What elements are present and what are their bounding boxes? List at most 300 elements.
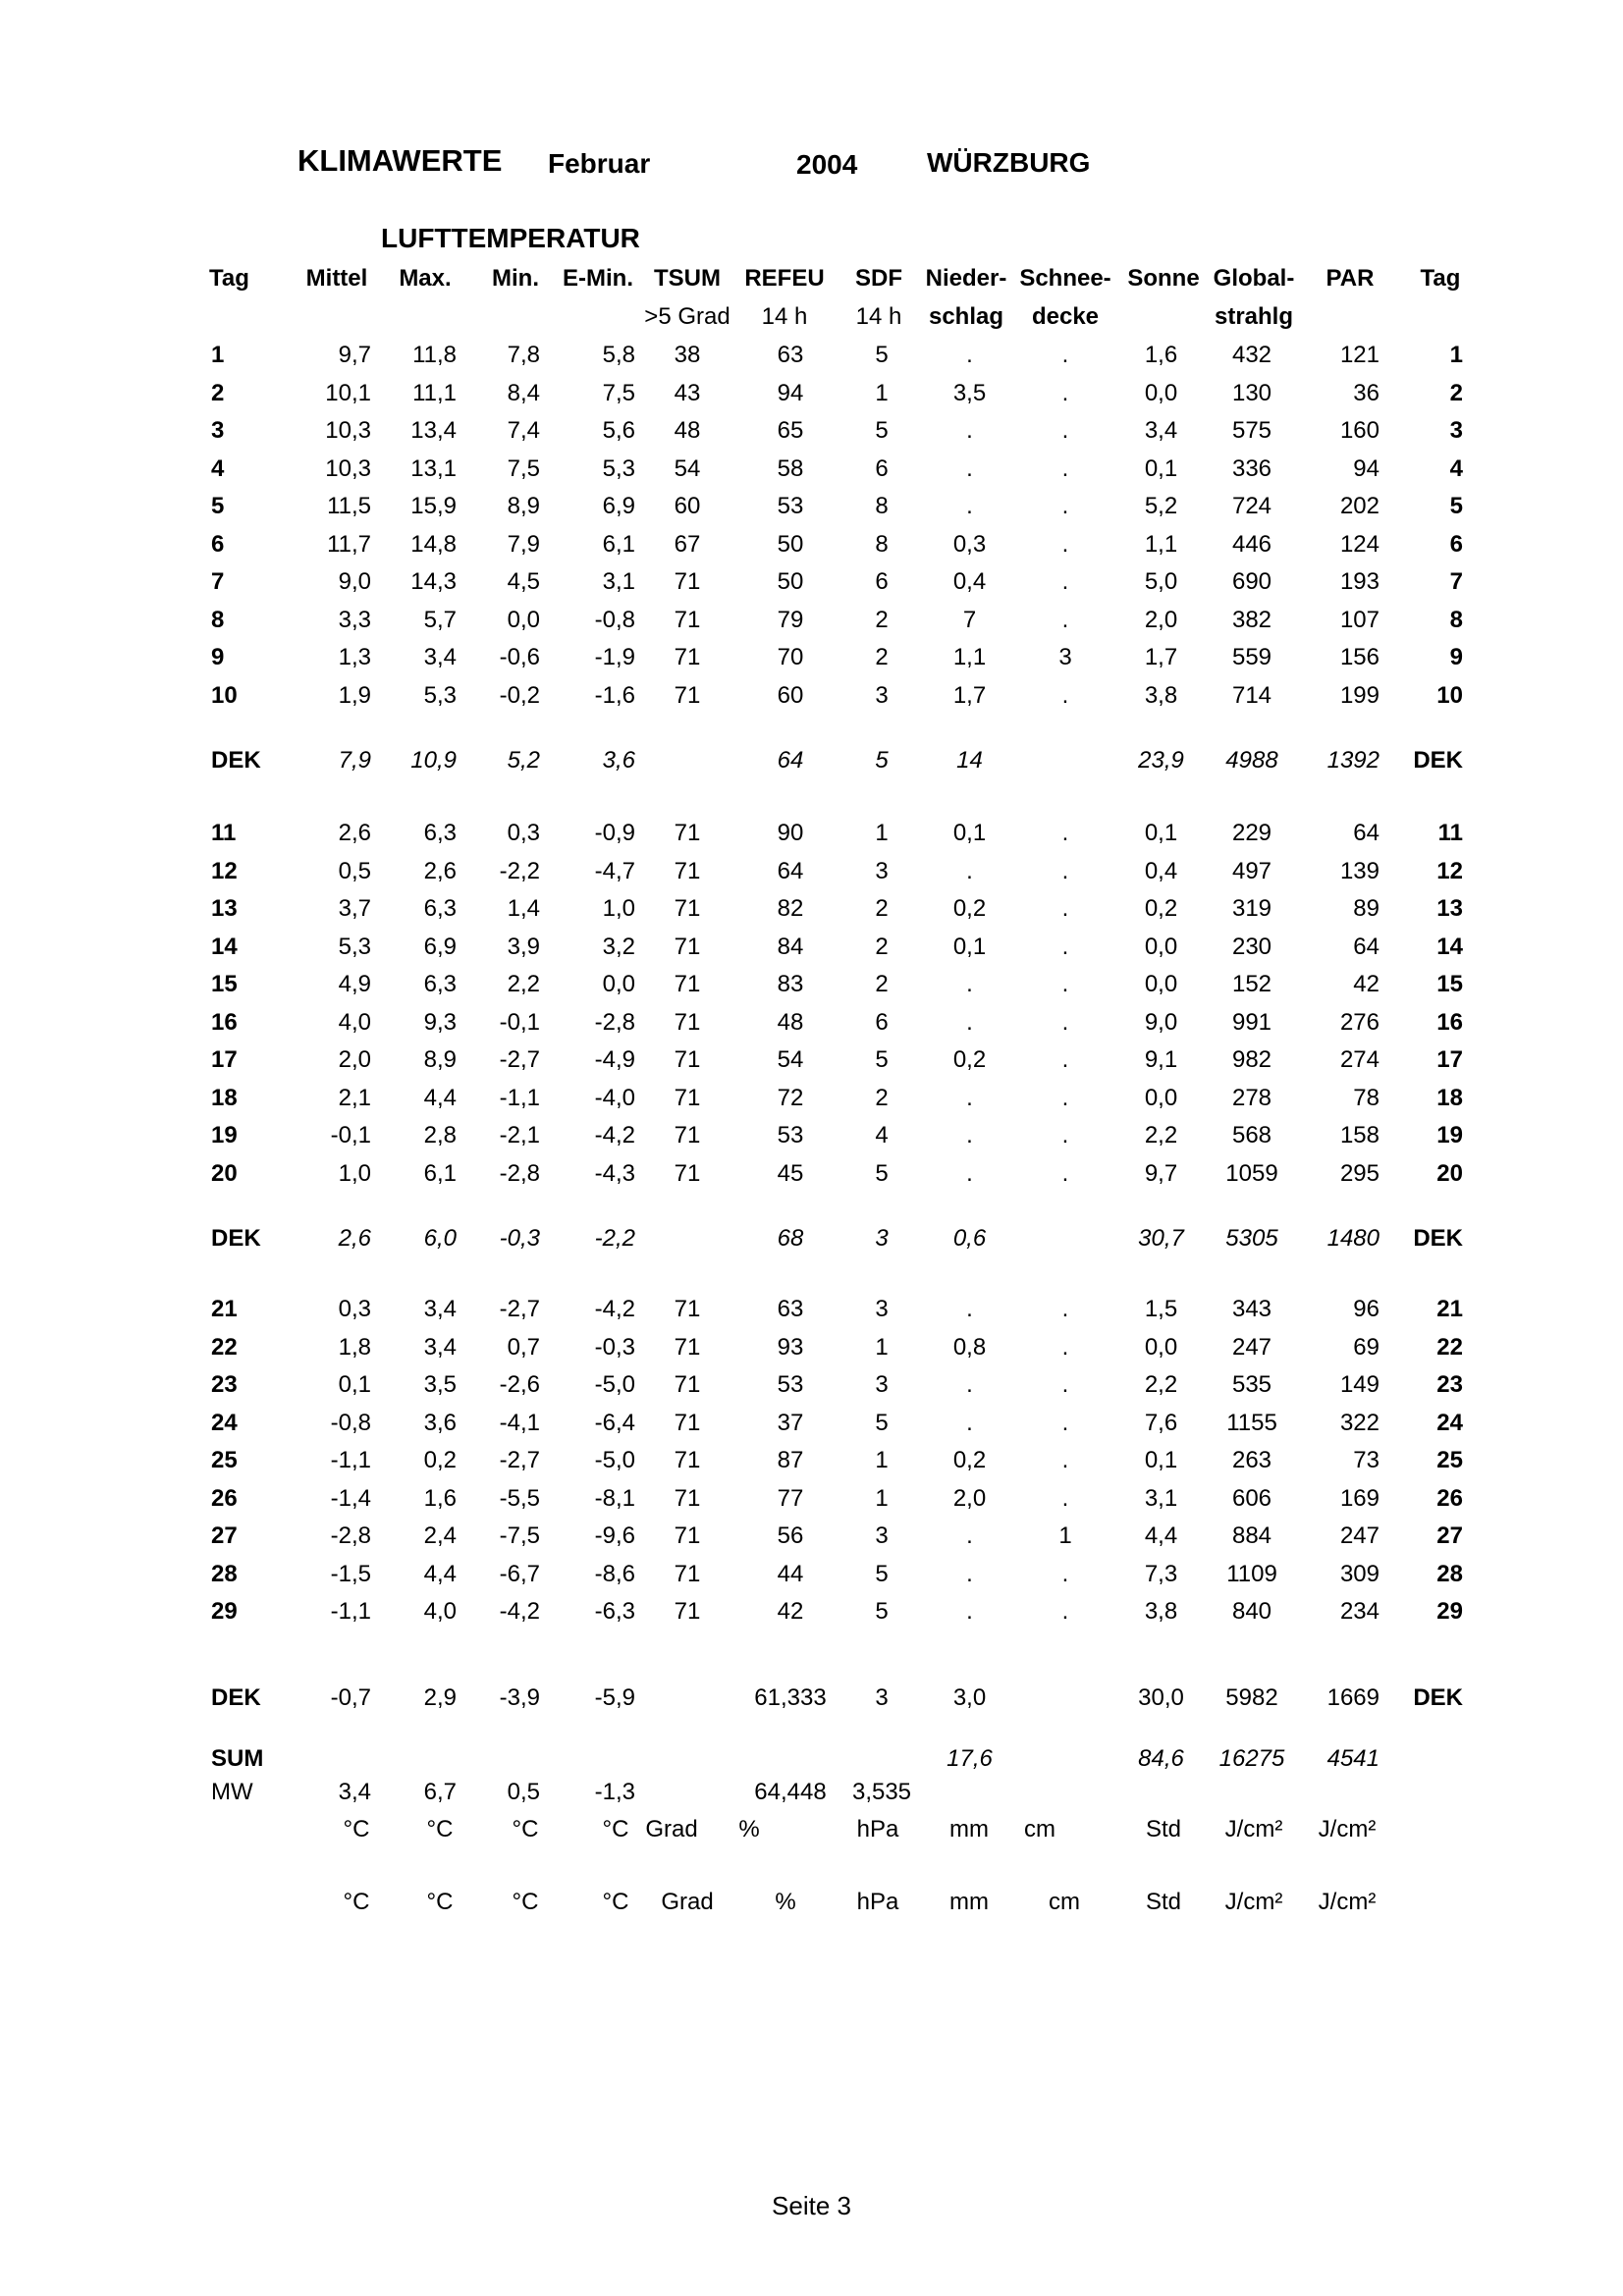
sum-cell: 17,6	[947, 1745, 993, 1772]
unit-label: °C	[602, 1816, 629, 1842]
table-cell: 152	[1231, 971, 1272, 997]
table-cell: 1,1	[1144, 531, 1178, 558]
table-cell: 247	[1339, 1522, 1380, 1549]
table-cell: 11,7	[327, 531, 371, 558]
table-cell: -2,2	[499, 858, 540, 884]
mw-cell: 3,535	[851, 1779, 912, 1805]
column-header: E-Min.	[563, 265, 633, 292]
table-cell: .	[1061, 895, 1069, 922]
table-cell: 606	[1231, 1485, 1272, 1512]
table-cell: 21	[211, 1296, 238, 1322]
table-cell: 1	[875, 380, 889, 406]
table-cell: -5,0	[594, 1371, 635, 1398]
table-cell: 0,0	[602, 971, 635, 997]
table-cell: .	[966, 1160, 973, 1187]
table-cell: 50	[777, 531, 804, 558]
table-cell: 67	[674, 531, 701, 558]
table-cell: 3	[1058, 644, 1072, 670]
table-cell: 15	[211, 971, 238, 997]
table-cell: 0,7	[507, 1334, 540, 1361]
table-cell: -0,1	[330, 1122, 371, 1148]
table-cell: 37	[777, 1410, 804, 1436]
column-header: Max.	[399, 265, 452, 292]
table-cell: 156	[1339, 644, 1380, 670]
table-cell: -2,8	[330, 1522, 371, 1549]
doc-title-station: WÜRZBURG	[927, 147, 1091, 178]
table-cell: 2,8	[423, 1122, 457, 1148]
table-cell: 1,4	[507, 895, 540, 922]
table-cell: .	[966, 1598, 973, 1625]
table-cell: 9,0	[1144, 1009, 1178, 1036]
table-cell: .	[966, 971, 973, 997]
table-cell: 4,5	[507, 568, 540, 595]
doc-title-year: 2004	[796, 149, 858, 180]
table-cell: 5	[875, 342, 889, 368]
dek-cell: -3,9	[499, 1684, 540, 1711]
table-cell: 44	[777, 1561, 804, 1587]
table-cell: 8	[875, 531, 889, 558]
table-cell: 22	[1436, 1334, 1463, 1361]
table-cell: 3,7	[338, 895, 371, 922]
table-cell: 446	[1231, 531, 1272, 558]
dek-cell: 2,6	[338, 1225, 371, 1252]
column-header: Mittel	[305, 265, 368, 292]
table-cell: 64	[1353, 934, 1380, 960]
table-cell: -0,8	[594, 607, 635, 633]
table-cell: .	[966, 1085, 973, 1111]
table-cell: 3,2	[602, 934, 635, 960]
unit-label: Grad	[645, 1816, 698, 1842]
table-cell: 6,9	[602, 493, 635, 519]
table-cell: 6	[1449, 531, 1463, 558]
column-header: Tag	[1420, 265, 1461, 292]
table-cell: 18	[211, 1085, 238, 1111]
table-cell: 71	[674, 1447, 701, 1473]
table-cell: -0,3	[594, 1334, 635, 1361]
dek-cell: DEK	[1413, 1684, 1463, 1711]
table-cell: -6,3	[594, 1598, 635, 1625]
table-cell: 71	[674, 1009, 701, 1036]
table-cell: 193	[1339, 568, 1380, 595]
table-cell: 3	[875, 1296, 889, 1322]
table-cell: 2,2	[507, 971, 540, 997]
dek-cell: 5	[875, 747, 889, 774]
dek-cell: 7,9	[338, 747, 371, 774]
table-cell: .	[1061, 455, 1069, 482]
table-cell: .	[1061, 417, 1069, 444]
table-cell: 64	[1353, 820, 1380, 846]
table-cell: 71	[674, 1085, 701, 1111]
table-cell: 72	[777, 1085, 804, 1111]
dek-cell: -5,9	[594, 1684, 635, 1711]
table-cell: 2	[875, 934, 889, 960]
table-cell: -1,1	[330, 1447, 371, 1473]
table-cell: .	[1061, 1561, 1069, 1587]
mw-cell: MW	[211, 1779, 253, 1805]
dek-cell: 30,0	[1138, 1684, 1184, 1711]
unit-label: hPa	[856, 1816, 899, 1842]
unit-label: mm	[949, 1816, 989, 1842]
doc-title-month: Februar	[548, 148, 651, 179]
dek-cell: 4988	[1225, 747, 1278, 774]
sum-cell: 4541	[1326, 1745, 1380, 1772]
table-cell: 7,5	[507, 455, 540, 482]
table-cell: 18	[1436, 1085, 1463, 1111]
table-cell: -2,7	[499, 1447, 540, 1473]
table-cell: 26	[1436, 1485, 1463, 1512]
table-cell: 1	[875, 820, 889, 846]
table-cell: 263	[1231, 1447, 1272, 1473]
table-cell: 26	[211, 1485, 238, 1512]
unit-label: °C	[426, 1816, 454, 1842]
dek-cell: -2,2	[594, 1225, 635, 1252]
unit-label: J/cm²	[1318, 1889, 1377, 1915]
table-cell: 9	[211, 644, 225, 670]
table-cell: 5	[875, 1410, 889, 1436]
table-cell: 53	[777, 1122, 804, 1148]
table-cell: 73	[1353, 1447, 1380, 1473]
table-cell: .	[1061, 858, 1069, 884]
table-cell: 65	[777, 417, 804, 444]
table-cell: 21	[1436, 1296, 1463, 1322]
table-cell: 382	[1231, 607, 1272, 633]
table-cell: 0,2	[1144, 895, 1178, 922]
table-cell: 71	[674, 682, 701, 709]
table-cell: -8,1	[594, 1485, 635, 1512]
table-cell: 2	[875, 1085, 889, 1111]
table-cell: 5,3	[338, 934, 371, 960]
table-cell: -0,1	[499, 1009, 540, 1036]
table-cell: -1,4	[330, 1485, 371, 1512]
dek-cell: 1480	[1326, 1225, 1380, 1252]
table-cell: 22	[211, 1334, 238, 1361]
table-cell: 295	[1339, 1160, 1380, 1187]
table-cell: 1	[1058, 1522, 1072, 1549]
table-cell: 71	[674, 1046, 701, 1073]
table-cell: 7,4	[507, 417, 540, 444]
group-header: LUFTTEMPERATUR	[381, 223, 640, 253]
table-cell: 0,1	[1144, 455, 1178, 482]
table-cell: 8,9	[423, 1046, 457, 1073]
table-cell: 13	[211, 895, 238, 922]
table-cell: 158	[1339, 1122, 1380, 1148]
table-cell: 2	[875, 971, 889, 997]
unit-label: J/cm²	[1318, 1816, 1377, 1842]
table-cell: 15,9	[410, 493, 457, 519]
table-cell: 14	[1436, 934, 1463, 960]
unit-label: °C	[426, 1889, 454, 1915]
table-cell: 48	[674, 417, 701, 444]
column-header: Tag	[209, 265, 249, 292]
table-cell: 1,0	[338, 1160, 371, 1187]
table-cell: -8,6	[594, 1561, 635, 1587]
table-cell: 71	[674, 1334, 701, 1361]
table-cell: 4,0	[423, 1598, 457, 1625]
table-cell: 2,6	[423, 858, 457, 884]
column-subheader: schlag	[928, 303, 1004, 330]
dek-cell: -0,7	[330, 1684, 371, 1711]
table-cell: 5	[211, 493, 225, 519]
table-cell: 96	[1353, 1296, 1380, 1322]
table-cell: 9,7	[1144, 1160, 1178, 1187]
table-cell: 2	[875, 607, 889, 633]
table-cell: 4,9	[338, 971, 371, 997]
table-cell: 5,3	[602, 455, 635, 482]
table-cell: 230	[1231, 934, 1272, 960]
table-cell: 121	[1339, 342, 1380, 368]
dek-cell: 64	[777, 747, 804, 774]
table-cell: 38	[674, 342, 701, 368]
table-cell: 71	[674, 568, 701, 595]
dek-cell: 5,2	[507, 747, 540, 774]
table-cell: 14,8	[410, 531, 457, 558]
table-cell: 10	[211, 682, 238, 709]
unit-label: °C	[602, 1889, 629, 1915]
table-cell: 71	[674, 1296, 701, 1322]
table-cell: .	[966, 1009, 973, 1036]
unit-label: J/cm²	[1224, 1816, 1283, 1842]
dek-cell: 3	[875, 1684, 889, 1711]
table-cell: 6	[875, 568, 889, 595]
table-cell: 0,1	[1144, 1447, 1178, 1473]
table-cell: 63	[777, 342, 804, 368]
table-cell: -4,1	[499, 1410, 540, 1436]
table-cell: -0,8	[330, 1410, 371, 1436]
table-cell: .	[1061, 1447, 1069, 1473]
table-cell: 7	[211, 568, 225, 595]
table-cell: 6	[875, 1009, 889, 1036]
dek-cell: 3,6	[602, 747, 635, 774]
table-cell: -9,6	[594, 1522, 635, 1549]
table-cell: 3	[875, 682, 889, 709]
table-cell: 1,3	[338, 644, 371, 670]
table-cell: 1,8	[338, 1334, 371, 1361]
unit-label: mm	[949, 1889, 989, 1915]
table-cell: 90	[777, 820, 804, 846]
sum-cell: 84,6	[1138, 1745, 1184, 1772]
table-cell: 8,4	[507, 380, 540, 406]
table-cell: -4,3	[594, 1160, 635, 1187]
unit-label: hPa	[856, 1889, 899, 1915]
table-cell: 6,9	[423, 934, 457, 960]
table-cell: .	[1061, 1371, 1069, 1398]
table-cell: 54	[777, 1046, 804, 1073]
table-cell: .	[1061, 1296, 1069, 1322]
table-cell: 149	[1339, 1371, 1380, 1398]
table-cell: .	[1061, 1334, 1069, 1361]
table-cell: 247	[1231, 1334, 1272, 1361]
table-cell: 27	[211, 1522, 238, 1549]
table-cell: .	[966, 1561, 973, 1587]
table-cell: 343	[1231, 1296, 1272, 1322]
table-cell: -1,6	[594, 682, 635, 709]
table-cell: 71	[674, 1522, 701, 1549]
table-cell: 48	[777, 1009, 804, 1036]
unit-label: Std	[1145, 1889, 1182, 1915]
table-cell: 0,1	[952, 820, 987, 846]
table-cell: 42	[1353, 971, 1380, 997]
table-cell: .	[1061, 568, 1069, 595]
unit-label: °C	[343, 1816, 370, 1842]
table-cell: .	[966, 417, 973, 444]
table-cell: 3	[211, 417, 225, 444]
table-cell: 1,6	[423, 1485, 457, 1512]
dek-cell: 3	[875, 1225, 889, 1252]
table-cell: 23	[211, 1371, 238, 1398]
table-cell: 0,0	[1144, 1085, 1178, 1111]
dek-cell: DEK	[211, 747, 261, 774]
dek-cell: 14	[956, 747, 983, 774]
dek-cell: DEK	[211, 1684, 261, 1711]
dek-cell: 10,9	[410, 747, 457, 774]
table-cell: 94	[777, 380, 804, 406]
table-cell: 9,3	[423, 1009, 457, 1036]
table-cell: -1,9	[594, 644, 635, 670]
table-cell: .	[1061, 1009, 1069, 1036]
table-cell: .	[966, 342, 973, 368]
table-cell: 5,7	[423, 607, 457, 633]
table-cell: 54	[674, 455, 701, 482]
unit-label: Std	[1145, 1816, 1182, 1842]
table-cell: 9,7	[338, 342, 371, 368]
table-cell: -2,8	[499, 1160, 540, 1187]
table-cell: 0,2	[952, 1447, 987, 1473]
table-cell: .	[966, 455, 973, 482]
table-cell: 25	[1436, 1447, 1463, 1473]
table-cell: 11	[1437, 820, 1463, 846]
table-cell: 2,6	[338, 820, 371, 846]
table-cell: 202	[1339, 493, 1380, 519]
table-cell: 0,1	[338, 1371, 371, 1398]
table-cell: 10,3	[325, 417, 371, 444]
table-cell: .	[1061, 1410, 1069, 1436]
table-cell: 130	[1231, 380, 1272, 406]
table-cell: .	[966, 1410, 973, 1436]
table-cell: 27	[1436, 1522, 1463, 1549]
table-cell: .	[1061, 493, 1069, 519]
unit-label: °C	[512, 1889, 539, 1915]
table-cell: 1,5	[1144, 1296, 1178, 1322]
dek-cell: -0,3	[499, 1225, 540, 1252]
table-cell: 2,2	[1144, 1371, 1178, 1398]
table-cell: .	[1061, 1085, 1069, 1111]
table-cell: 94	[1353, 455, 1380, 482]
table-cell: 13	[1436, 895, 1463, 922]
table-cell: 0,1	[952, 934, 987, 960]
table-cell: 53	[777, 1371, 804, 1398]
table-cell: 79	[777, 607, 804, 633]
table-cell: 0,5	[338, 858, 371, 884]
table-cell: 2,2	[1144, 1122, 1178, 1148]
table-cell: 3,4	[1144, 417, 1178, 444]
table-cell: 25	[211, 1447, 238, 1473]
table-cell: 63	[777, 1296, 804, 1322]
table-cell: 6,3	[423, 895, 457, 922]
table-cell: 6	[875, 455, 889, 482]
table-cell: 23	[1436, 1371, 1463, 1398]
table-cell: 78	[1353, 1085, 1380, 1111]
table-cell: 1	[875, 1334, 889, 1361]
table-cell: 3,9	[507, 934, 540, 960]
table-cell: 14	[211, 934, 238, 960]
dek-cell: 30,7	[1138, 1225, 1184, 1252]
table-cell: 884	[1231, 1522, 1272, 1549]
table-cell: 77	[777, 1485, 804, 1512]
table-cell: -0,2	[499, 682, 540, 709]
column-header: TSUM	[654, 265, 721, 292]
table-cell: 5,8	[602, 342, 635, 368]
table-cell: 9,1	[1144, 1046, 1178, 1073]
table-cell: 714	[1231, 682, 1272, 709]
table-cell: 229	[1231, 820, 1272, 846]
table-cell: 0,0	[507, 607, 540, 633]
table-cell: .	[966, 1122, 973, 1148]
table-cell: 3,8	[1144, 1598, 1178, 1625]
table-cell: 6,1	[423, 1160, 457, 1187]
unit-label: Grad	[661, 1889, 714, 1915]
sum-cell: SUM	[211, 1745, 264, 1772]
table-cell: 4	[875, 1122, 889, 1148]
table-cell: 724	[1231, 493, 1272, 519]
table-cell: 7,6	[1144, 1410, 1178, 1436]
table-cell: 5	[875, 1598, 889, 1625]
table-cell: 5	[875, 1160, 889, 1187]
table-cell: 4,4	[423, 1561, 457, 1587]
table-cell: .	[1061, 934, 1069, 960]
table-cell: 3,4	[423, 1296, 457, 1322]
table-cell: 71	[674, 1561, 701, 1587]
table-cell: 309	[1339, 1561, 1380, 1587]
table-cell: 5,6	[602, 417, 635, 444]
table-cell: 0,2	[952, 895, 987, 922]
table-cell: 3,1	[1144, 1485, 1178, 1512]
table-cell: 45	[777, 1160, 804, 1187]
table-cell: 71	[674, 858, 701, 884]
column-subheader: strahlg	[1214, 303, 1293, 330]
table-cell: 3	[875, 1522, 889, 1549]
table-cell: 0,2	[952, 1046, 987, 1073]
table-cell: 0,2	[423, 1447, 457, 1473]
table-cell: 1109	[1226, 1561, 1277, 1587]
table-cell: 13,1	[410, 455, 457, 482]
dek-cell: 5305	[1225, 1225, 1278, 1252]
table-cell: 19	[211, 1122, 238, 1148]
table-cell: 4,0	[338, 1009, 371, 1036]
column-subheader: >5 Grad	[644, 303, 730, 330]
table-cell: 497	[1231, 858, 1272, 884]
table-cell: 336	[1231, 455, 1272, 482]
table-cell: 11,8	[412, 342, 457, 368]
dek-cell: 0,6	[952, 1225, 987, 1252]
table-cell: 107	[1339, 607, 1380, 633]
table-cell: 139	[1339, 858, 1380, 884]
table-cell: 7,8	[507, 342, 540, 368]
table-cell: -2,1	[499, 1122, 540, 1148]
table-cell: .	[1061, 1122, 1069, 1148]
sum-cell: 16275	[1218, 1745, 1285, 1772]
table-cell: 3,1	[602, 568, 635, 595]
table-cell: 1	[875, 1447, 889, 1473]
table-cell: -2,7	[499, 1296, 540, 1322]
unit-label: %	[738, 1816, 760, 1842]
table-cell: 6	[211, 531, 225, 558]
table-cell: 8	[211, 607, 225, 633]
table-cell: 1	[211, 342, 225, 368]
table-cell: 2,0	[952, 1485, 987, 1512]
unit-label: %	[775, 1889, 796, 1915]
table-cell: 71	[674, 971, 701, 997]
table-cell: 0,0	[1144, 934, 1178, 960]
